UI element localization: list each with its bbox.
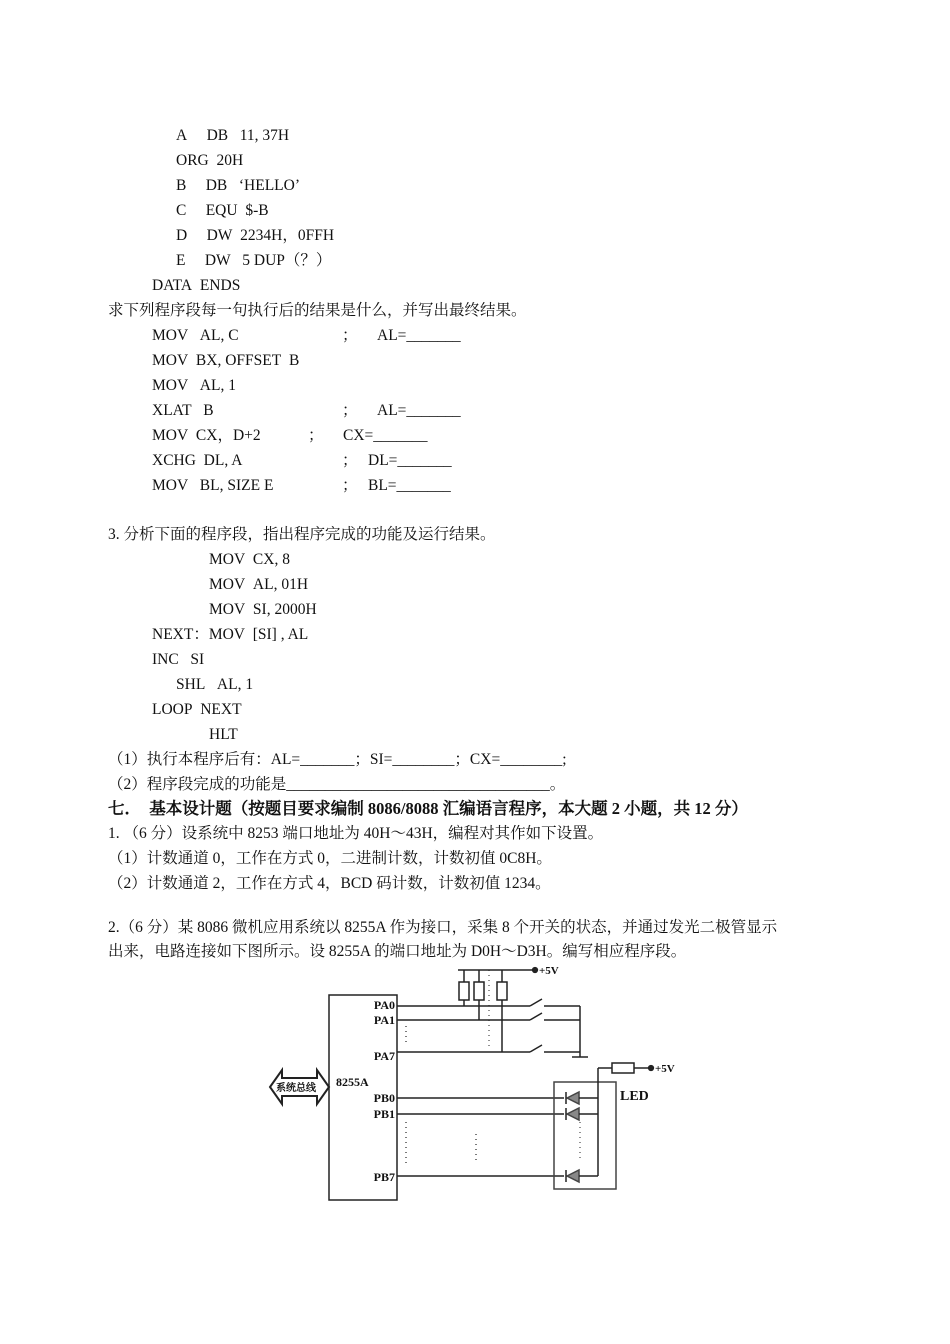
bus-label: 系统总线 [276, 1083, 316, 1094]
q2-code-line: MOV CX，D+2 [152, 427, 261, 444]
q2-code-line: MOV AL, 1 [152, 377, 236, 394]
q3-code-line: HLT [209, 726, 238, 743]
vcc-top-label: +5V [539, 965, 559, 977]
q3-code-line: MOV SI, 2000H [209, 601, 317, 618]
chip-label: 8255A [336, 1075, 369, 1089]
q3-answer-2: （2）程序段完成的功能是__________________________________。 [108, 776, 566, 793]
q2-code-line: MOV AL, C [152, 327, 239, 344]
led-icon [567, 1170, 579, 1182]
switch-icon [530, 1013, 542, 1020]
data-line-a: A DB 11, 37H [176, 127, 290, 144]
q3-code-line: SHL AL, 1 [176, 676, 254, 693]
q2-result-blank: BL=_______ [368, 477, 451, 494]
q2-code-line: MOV BX, OFFSET B [152, 352, 300, 369]
pin-pb1: PB1 [373, 1107, 395, 1121]
led-label: LED [620, 1089, 649, 1104]
q3-code-line: INC SI [152, 651, 205, 668]
q2-result-blank: AL=_______ [377, 402, 461, 419]
led-icon [567, 1108, 579, 1120]
data-line-c: C EQU $-B [176, 202, 269, 219]
q1-text: 1. （6 分）设系统中 8253 端口地址为 40H～43H，编程对其作如下设置。 [108, 825, 604, 842]
q2-result-blank: DL=_______ [368, 452, 452, 469]
q2-code-line: XCHG DL, A [152, 452, 243, 469]
q2-design-text: 2.（6 分）某 8086 微机应用系统以 8255A 作为接口，采集 8 个开关的状态，并通过发光二极管显示 [108, 919, 778, 936]
pin-pa1: PA1 [373, 1013, 395, 1027]
q3-answer-1: （1）执行本程序后有：AL=_______；SI=________；CX=________; [108, 751, 567, 768]
pin-pb7: PB7 [373, 1170, 395, 1184]
switch-icon [530, 1045, 542, 1052]
pin-pa0: PA0 [373, 998, 395, 1012]
q3-code-line: MOV AL, 01H [209, 576, 309, 593]
q2-semicolon: ； [308, 427, 324, 444]
resistor-icon [459, 982, 469, 1000]
data-line-b: B DB ‘HELLO’ [176, 177, 300, 194]
q3-prompt: 3. 分析下面的程序段，指出程序完成的功能及运行结果。 [108, 526, 496, 543]
vcc-terminal-icon [649, 1066, 654, 1071]
circuit-diagram [262, 962, 692, 1212]
q2-code-line: MOV BL, SIZE E [152, 477, 274, 494]
vcc-terminal-icon [533, 968, 538, 973]
q2-semicolon: ； [342, 452, 358, 469]
data-ends-line: DATA ENDS [152, 277, 241, 294]
q2-semicolon: ； [342, 327, 358, 344]
vcc-led-label: +5V [655, 1063, 675, 1075]
q2-design-text: 出来，电路连接如下图所示。设 8255A 的端口地址为 D0H～D3H。编写相应程序段。 [108, 943, 687, 960]
q2-prompt: 求下列程序段每一句执行后的结果是什么，并写出最终结果。 [108, 302, 527, 319]
pin-pb0: PB0 [373, 1091, 395, 1105]
data-line-e: E DW 5 DUP（？） [176, 252, 332, 269]
q3-code-line: NEXT：MOV [SI] , AL [152, 626, 309, 643]
q2-result-blank: CX=_______ [343, 427, 428, 444]
q1-item: （2）计数通道 2，工作在方式 4，BCD 码计数，计数初值 1234。 [108, 875, 551, 892]
q3-code-line: MOV CX, 8 [209, 551, 290, 568]
q2-result-blank: AL=_______ [377, 327, 461, 344]
q3-code-line: LOOP NEXT [152, 701, 242, 718]
section-7-title: 七． 基本设计题（按题目要求编制 8086/8088 汇编语言程序，本大题 2 小题，共 12 分） [108, 799, 748, 818]
q2-semicolon: ； [342, 402, 358, 419]
resistor-icon [497, 982, 507, 1000]
switch-icon [530, 999, 542, 1006]
pin-pa7: PA7 [373, 1049, 395, 1063]
resistor-icon [612, 1063, 634, 1073]
q2-semicolon: ； [342, 477, 358, 494]
data-line-d: D DW 2234H，0FFH [176, 227, 335, 244]
q1-item: （1）计数通道 0，工作在方式 0，二进制计数，计数初值 0C8H。 [108, 850, 552, 867]
resistor-icon [474, 982, 484, 1000]
q2-code-line: XLAT B [152, 402, 214, 419]
led-icon [567, 1092, 579, 1104]
data-line-org: ORG 20H [176, 152, 244, 169]
